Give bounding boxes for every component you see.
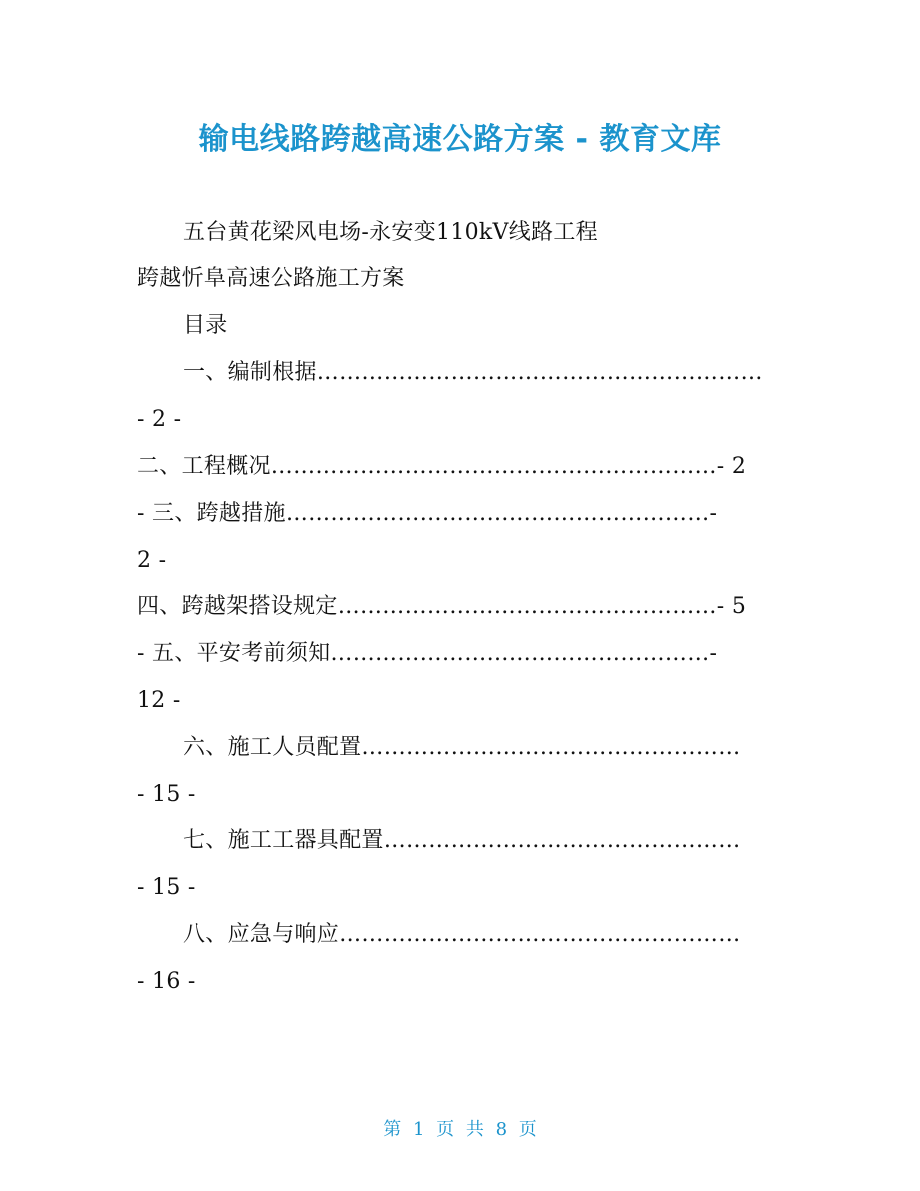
toc-entry-7: 七、施工工器具配置………………………………………… <box>183 828 741 853</box>
toc-entry-6: 六、施工人员配置…………………………………………… <box>183 735 741 760</box>
plan-subtitle-line: 跨越忻阜高速公路施工方案 <box>137 266 405 291</box>
toc-page-1: - 2 - <box>137 407 182 432</box>
page-footer: 第 1 页 共 8 页 <box>383 1119 537 1140</box>
project-name-line: 五台黄花梁风电场-永安变110kV线路工程 <box>183 220 598 245</box>
toc-page-8: - 16 - <box>137 969 196 994</box>
toc-entry-5: - 五、平安考前须知……………………………………………- <box>137 641 718 666</box>
toc-entry-3: - 三、跨越措施…………………………………………………- <box>137 501 718 526</box>
toc-entry-8: 八、应急与响应……………………………………………… <box>183 922 741 947</box>
toc-page-5: 12 - <box>137 688 181 713</box>
toc-heading: 目录 <box>183 313 228 338</box>
toc-page-3: 2 - <box>137 548 167 573</box>
toc-page-6: - 15 - <box>137 782 196 807</box>
toc-entry-4: 四、跨越架搭设规定……………………………………………- 5 <box>137 594 747 619</box>
toc-entry-1: 一、编制根据…………………………………………………… <box>183 360 763 385</box>
toc-entry-2: 二、工程概况……………………………………………………- 2 <box>137 454 747 479</box>
toc-page-7: - 15 - <box>137 875 196 900</box>
document-title: 输电线路跨越高速公路方案 - 教育文库 <box>198 122 722 157</box>
